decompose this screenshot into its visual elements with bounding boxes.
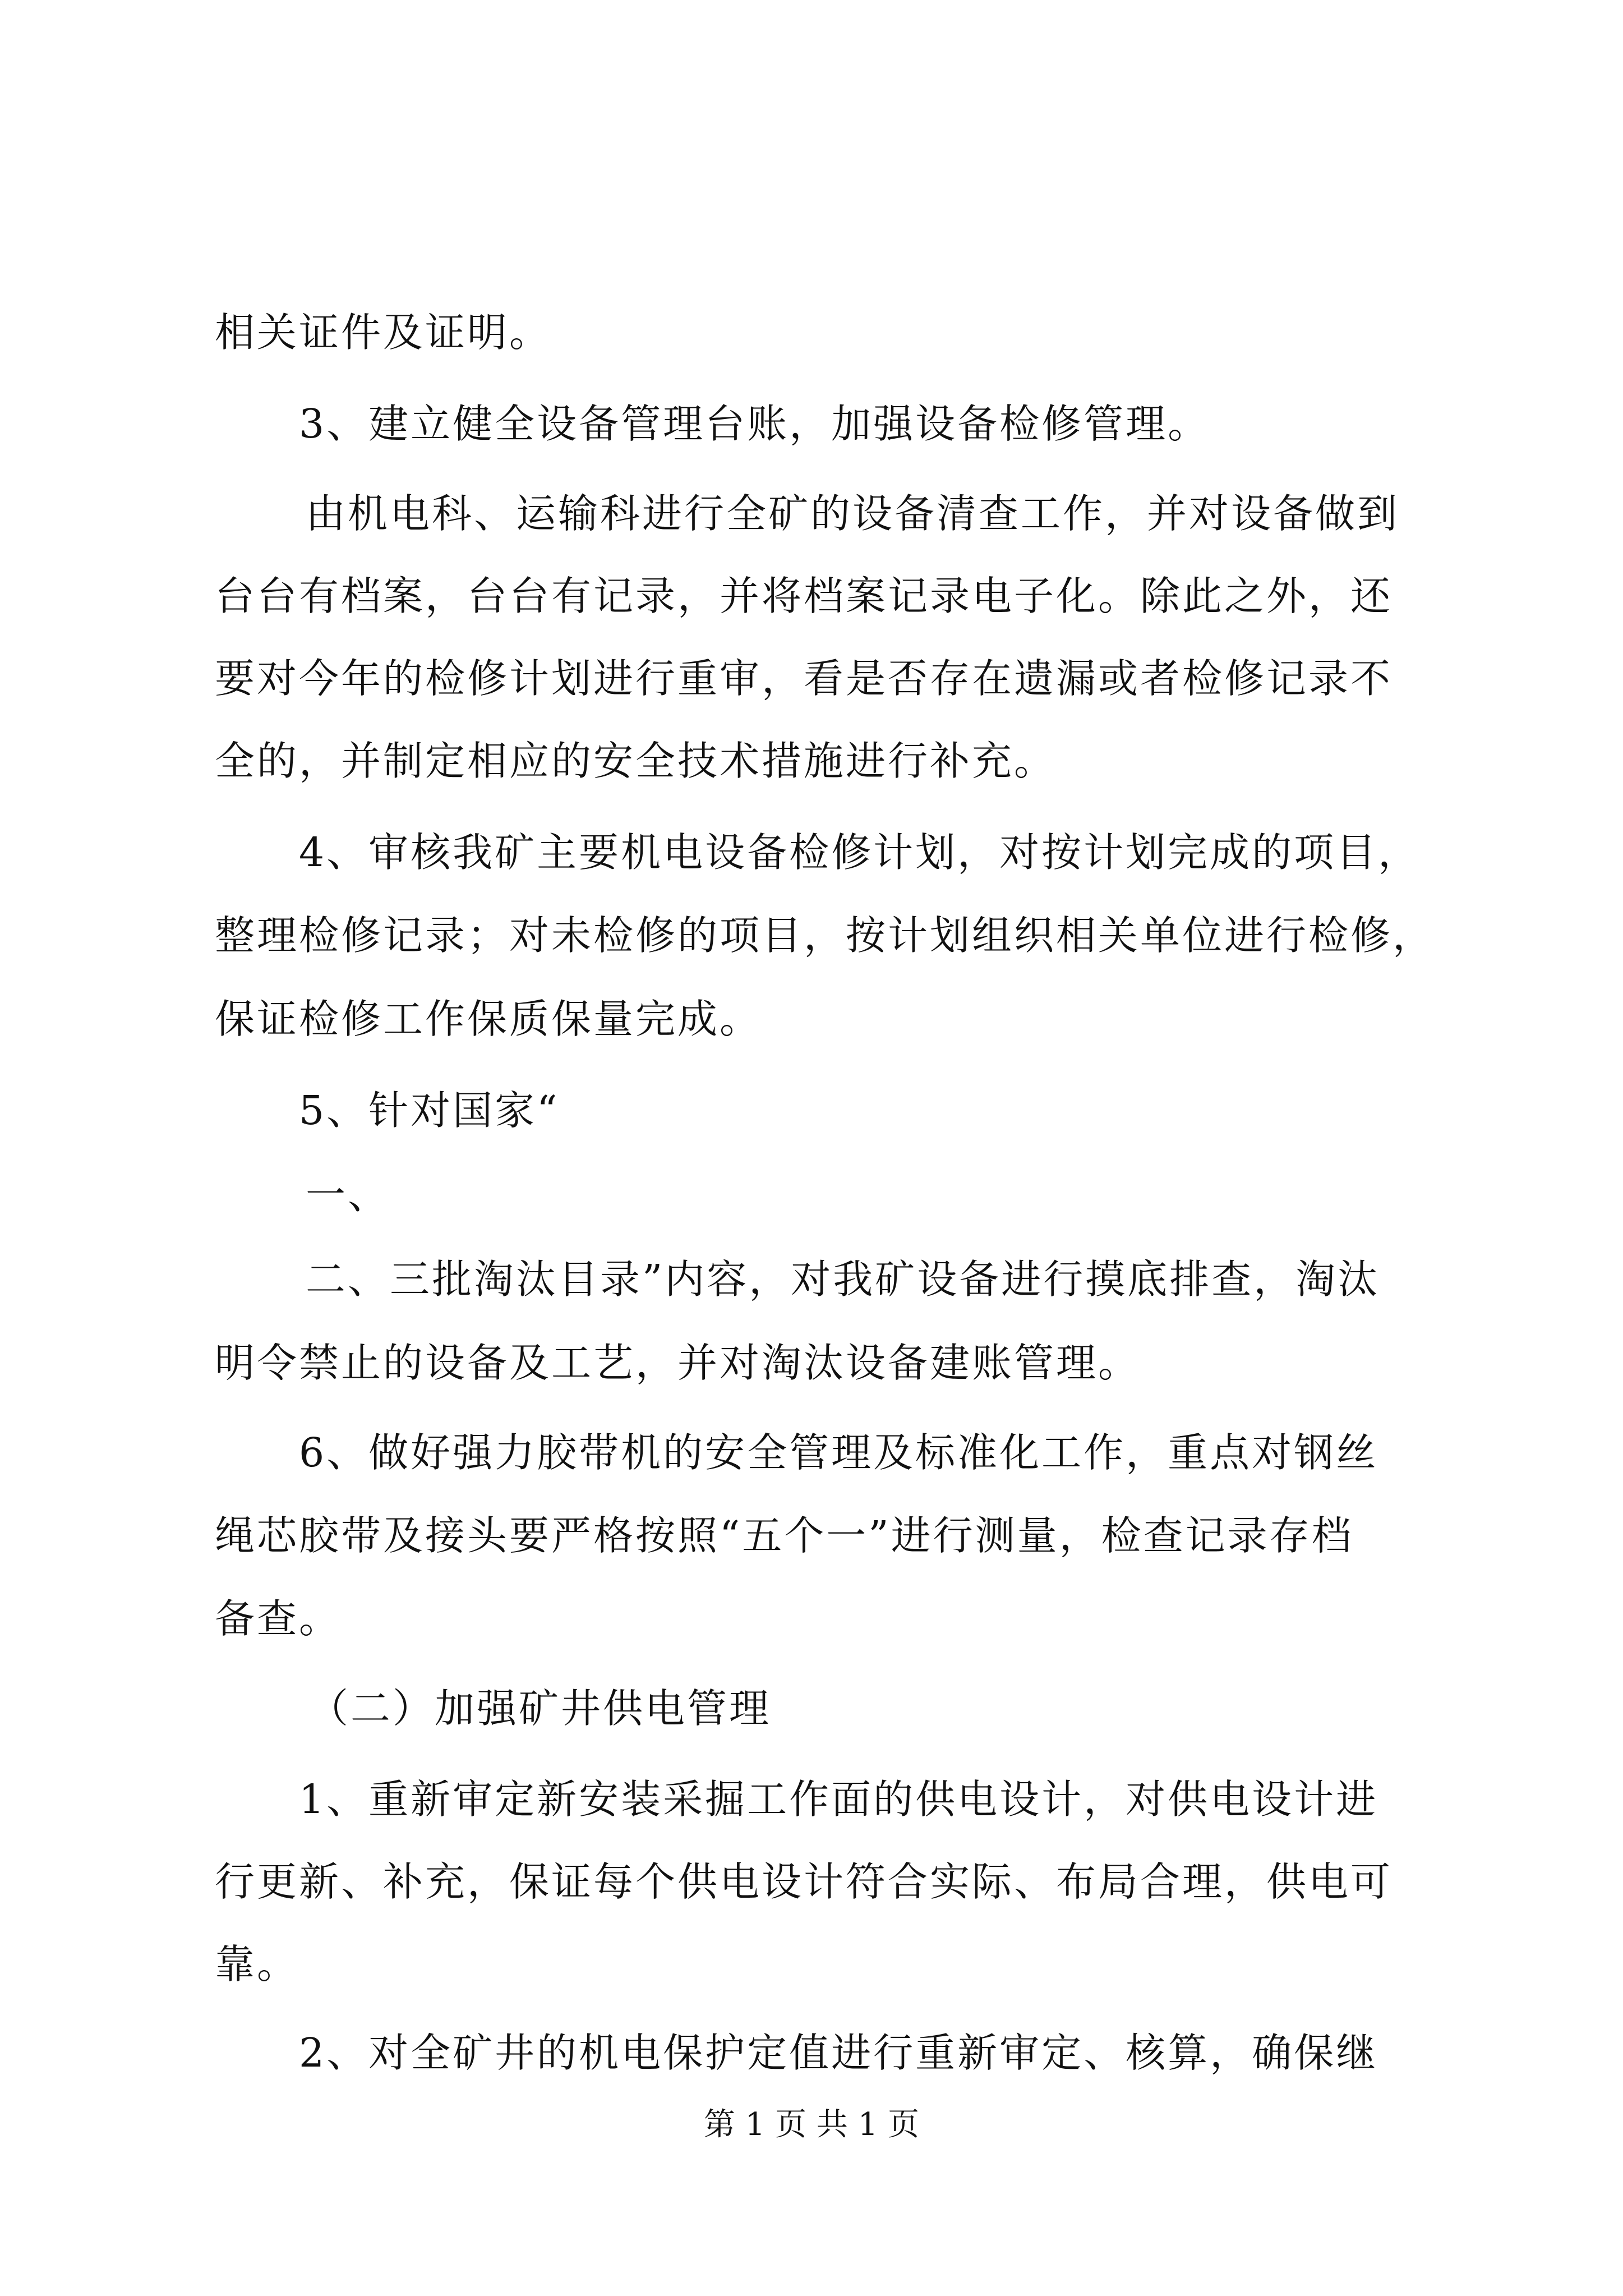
text-line-5: 要对今年的检修计划进行重审，看是否存在遗漏或者检修记录不	[215, 655, 1393, 702]
text-line-4: 台台有档案，台台有记录，并将档案记录电子化。除此之外，还	[215, 573, 1393, 619]
text-line-2: 3、建立健全设备管理台账，加强设备检修管理。	[299, 401, 1210, 447]
page-number: 第 1 页 共 1 页	[703, 2106, 920, 2143]
text-line-12: 二、三批淘汰目录”内容，对我矿设备进行摸底排查，淘汰	[306, 1256, 1380, 1303]
text-line-16: 备查。	[215, 1595, 342, 1642]
text-line-20: 靠。	[215, 1941, 299, 1987]
text-line-14: 6、做好强力胶带机的安全管理及标准化工作，重点对钢丝	[299, 1429, 1378, 1476]
text-line-19: 行更新、补充，保证每个供电设计符合实际、布局合理，供电可	[215, 1858, 1393, 1905]
text-line-21: 2、对全矿井的机电保护定值进行重新审定、核算，确保继	[299, 2030, 1378, 2076]
section-heading: （二）加强矿井供电管理	[308, 1685, 772, 1732]
text-line-9: 保证检修工作保质保量完成。	[215, 996, 762, 1042]
text-line-18: 1、重新审定新安装采掘工作面的供电设计，对供电设计进	[299, 1776, 1378, 1823]
text-line-10: 5、针对国家“	[299, 1087, 560, 1134]
text-line-15: 绳芯胶带及接头要严格按照“五个一”进行测量，检查记录存档	[215, 1512, 1354, 1559]
text-line-7: 4、审核我矿主要机电设备检修计划，对按计划完成的项目，	[299, 829, 1421, 876]
text-line-6: 全的，并制定相应的安全技术措施进行补充。	[215, 738, 1057, 784]
text-line-1: 相关证件及证明。	[215, 309, 552, 356]
text-line-8: 整理检修记录；对未检修的项目，按计划组织相关单位进行检修，	[215, 912, 1435, 959]
text-line-13: 明令禁止的设备及工艺，并对淘汰设备建账管理。	[215, 1340, 1141, 1386]
text-line-3: 由机电科、运输科进行全矿的设备清查工作，并对设备做到	[306, 490, 1400, 537]
text-line-11: 一、	[306, 1171, 390, 1218]
